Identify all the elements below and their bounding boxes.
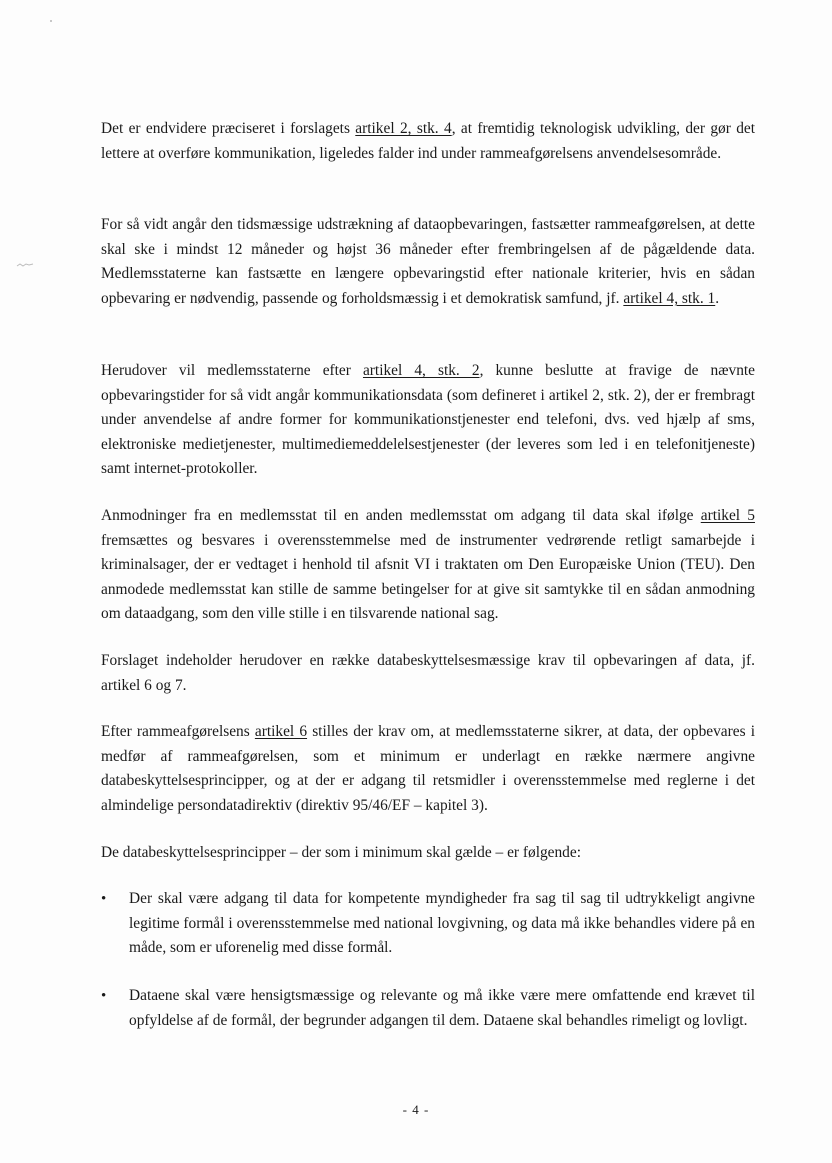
bullet-icon: • (101, 988, 107, 1004)
paragraph-derogation (101, 359, 755, 482)
article-reference-link[interactable]: artikel 2, stk. 4 (355, 120, 452, 137)
paragraph-text: , at fremtidig teknologisk udvikling, der gør det lettere at overføre kommunikation, ligeledes falder ind under rammeafgørelsens anvendelsesområde. (101, 120, 755, 162)
paragraph-text: Forslaget indeholder herudover en række databeskyttelsesmæssige krav til opbevaringen af data, jf. artikel 6 og 7. (101, 652, 755, 694)
bullet-text: Der skal være adgang til data for kompetente myndigheder fra sag til sag til udtrykkeligt angivne legitime formål i overensstemmelse med national lovgivning, og data må ikke behandles videre på en måde, som er uforenelig med disse formål. (129, 890, 755, 957)
paragraph-technological-development (101, 117, 755, 166)
article-reference-link[interactable]: artikel 6 (254, 723, 308, 740)
paragraph-article-6 (101, 720, 755, 818)
paragraph-principles-intro (101, 841, 755, 866)
scan-artifact-dot (50, 20, 52, 22)
paragraph-text: Det er endvidere præciseret i forslagets (101, 120, 356, 137)
paragraph-data-protection-requirements (101, 649, 755, 698)
scan-artifact-mark (16, 262, 34, 268)
paragraph-retention-period (101, 213, 755, 311)
article-reference-link[interactable]: artikel 5 (700, 507, 755, 524)
bullet-list-item (101, 887, 755, 961)
bullet-text: Dataene skal være hensigtsmæssige og relevante og må ikke være mere omfattende end krævet til opfyldelse af de formål, der begrunder adgangen til dem. Dataene skal behandles rimeligt og lovligt. (129, 987, 755, 1029)
paragraph-text: For så vidt angår den tidsmæssige udstrækning af dataopbevaringen, fastsætter rammeafgørelsen, at dette skal ske i mindst 12 måneder og højst 36 måneder efter frembringelsen af de pågældende data. Medlemsstaterne kan fastsætte en længere opbevaringstid efter nationale kriterier, hvis en sådan opbevaring er nødvendig, passende og forholdsmæssig i et demokratisk samfund, jf. (101, 216, 755, 307)
bullet-list-item (101, 984, 755, 1033)
paragraph-text: stilles der krav om, at medlemsstaterne sikrer, at data, der opbevares i medfør af rammeafgørelsen, som et minimum er underlagt en række nærmere angivne databeskyttelsesprincipper, og at der er adgang til retsmidler i overensstemmelse med reglerne i det almindelige persondatadirektiv (direktiv 95/46/EF – kapitel 3). (101, 723, 755, 814)
bullet-icon: • (101, 891, 107, 907)
paragraph-text: , kunne beslutte at fravige de nævnte opbevaringstider for så vidt angår kommunikationsdata (som defineret i artikel 2, stk. 2), der er frembragt under anvendelse af andre former for kommunikationstjenester end telefoni, dvs. ved hjælp af sms, elektroniske medietjenester, multimediemeddelelsestjenester (der leveres som led i en telefonitjeneste) samt internet-protokoller. (101, 362, 756, 478)
paragraph-text: Herudover vil medlemsstaterne efter (101, 362, 363, 379)
article-reference-link[interactable]: artikel 4, stk. 2 (362, 362, 480, 379)
paragraph-text: . (715, 289, 720, 307)
paragraph-text: fremsættes og besvares i overensstemmelse med de instrumenter vedrørende retligt samarbejde i kriminalsager, der er vedtaget i henhold til afsnit VI i traktaten om Den Europæiske Union (TEU). Den anmodede medlemsstat kan stille de samme betingelser for at give sit samtykke til en sådan anmodning om dataadgang, som den ville stille i en tilsvarende national sag. (101, 531, 755, 623)
paragraph-member-state-requests (101, 504, 755, 627)
paragraph-text: De databeskyttelsesprincipper – der som i minimum skal gælde – er følgende: (101, 844, 581, 861)
paragraph-text: Efter rammeafgørelsens (101, 723, 255, 740)
page-number: - 4 - (402, 1102, 430, 1117)
article-reference-link[interactable]: artikel 4, stk. 1 (623, 289, 716, 307)
paragraph-text: Anmodninger fra en medlemsstat til en anden medlemsstat om adgang til data skal ifølge (101, 507, 701, 524)
